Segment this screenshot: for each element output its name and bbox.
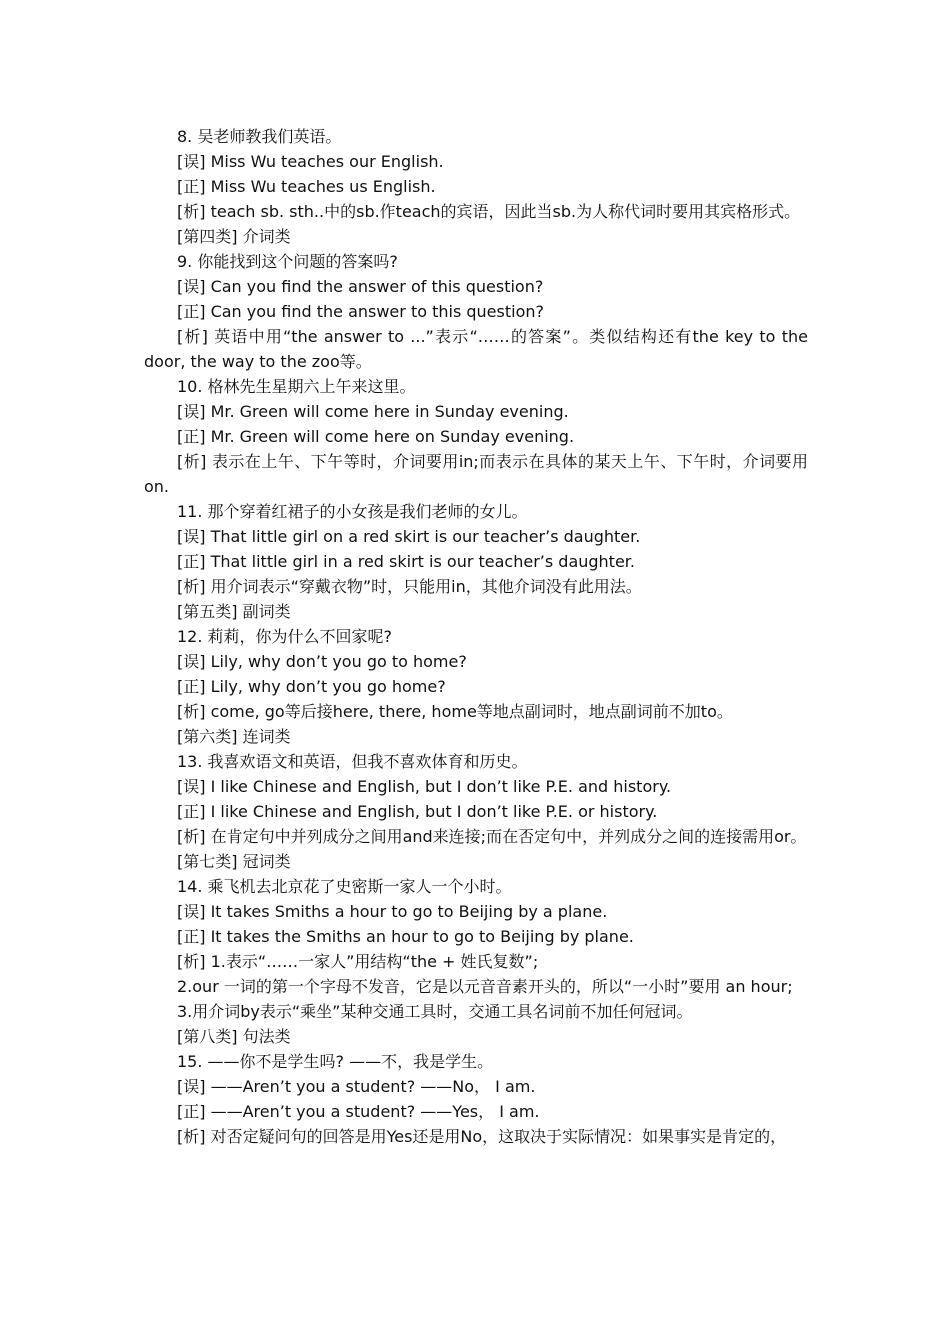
text-line: 15. ——你不是学生吗? ——不，我是学生。 [177,1052,494,1071]
text-line: [析] 英语中用“the answer to ...”表示“……的答案”。类似结构还有the key to the door, the way to the zoo等。 [144,327,808,371]
text-line: [误] I like Chinese and English, but I don’t like P.E. and history. [177,777,672,796]
text-line: [析] 表示在上午、下午等时，介词要用in;而表示在具体的某天上午、下午时，介词要用on. [144,452,808,496]
text-line: [正] Can you find the answer to this question? [177,302,544,321]
text-line: [正] Mr. Green will come here on Sunday evening. [177,427,575,446]
text-line: [误] Mr. Green will come here in Sunday evening. [177,402,569,421]
text-line: [析] 对否定疑问句的回答是用Yes还是用No，这取决于实际情况：如果事实是肯定的， [177,1127,787,1146]
text-line: 2.our 一词的第一个字母不发音，它是以元音音素开头的，所以“一小时”要用 an hour; [177,977,793,996]
text-line: [误] Can you find the answer of this question? [177,277,544,296]
section-heading: [第四类] 介词类 [177,227,291,246]
text-line: 13. 我喜欢语文和英语，但我不喜欢体育和历史。 [177,752,528,771]
text-line: 3.用介词by表示“乘坐”某种交通工具时，交通工具名词前不加任何冠词。 [177,1002,693,1021]
text-line: [正] ——Aren’t you a student? ——Yes， I am. [177,1102,540,1121]
text-line: [析] 用介词表示“穿戴衣物”时，只能用in，其他介词没有此用法。 [177,577,642,596]
text-line: [正] That little girl in a red skirt is our teacher’s daughter. [177,552,635,571]
section-heading: [第五类] 副词类 [177,602,291,621]
section-heading: [第七类] 冠词类 [177,852,291,871]
document-body [144,124,808,1149]
text-line: [析] teach sb. sth..中的sb.作teach的宾语，因此当sb.为人称代词时要用其宾格形式。 [177,202,801,221]
section-heading: [第六类] 连词类 [177,727,291,746]
text-line: 12. 莉莉，你为什么不回家呢? [177,627,393,646]
section-heading: [第八类] 句法类 [177,1027,291,1046]
text-line: [误] That little girl on a red skirt is our teacher’s daughter. [177,527,641,546]
text-line: 9. 你能找到这个问题的答案吗? [177,252,398,271]
text-line: [正] I like Chinese and English, but I don’t like P.E. or history. [177,802,658,821]
text-line: [误] It takes Smiths a hour to go to Beijing by a plane. [177,902,608,921]
text-line: [正] It takes the Smiths an hour to go to Beijing by plane. [177,927,634,946]
text-line: [误] Lily, why don’t you go to home? [177,652,467,671]
text-line: 11. 那个穿着红裙子的小女孩是我们老师的女儿。 [177,502,528,521]
text-line: 8. 吴老师教我们英语。 [177,127,342,146]
text-line: [误] ——Aren’t you a student? ——No， I am. [177,1077,536,1096]
text-line: 10. 格林先生星期六上午来这里。 [177,377,416,396]
text-line: [析] 在肯定句中并列成分之间用and来连接;而在否定句中，并列成分之间的连接需用or。 [177,827,807,846]
text-line: [正] Lily, why don’t you go home? [177,677,446,696]
text-line: [析] come, go等后接here, there, home等地点副词时，地点副词前不加to。 [177,702,733,721]
text-line: 14. 乘飞机去北京花了史密斯一家人一个小时。 [177,877,512,896]
text-line: [正] Miss Wu teaches us English. [177,177,436,196]
text-line: [析] 1.表示“……一家人”用结构“the + 姓氏复数”; [177,952,539,971]
text-line: [误] Miss Wu teaches our English. [177,152,444,171]
